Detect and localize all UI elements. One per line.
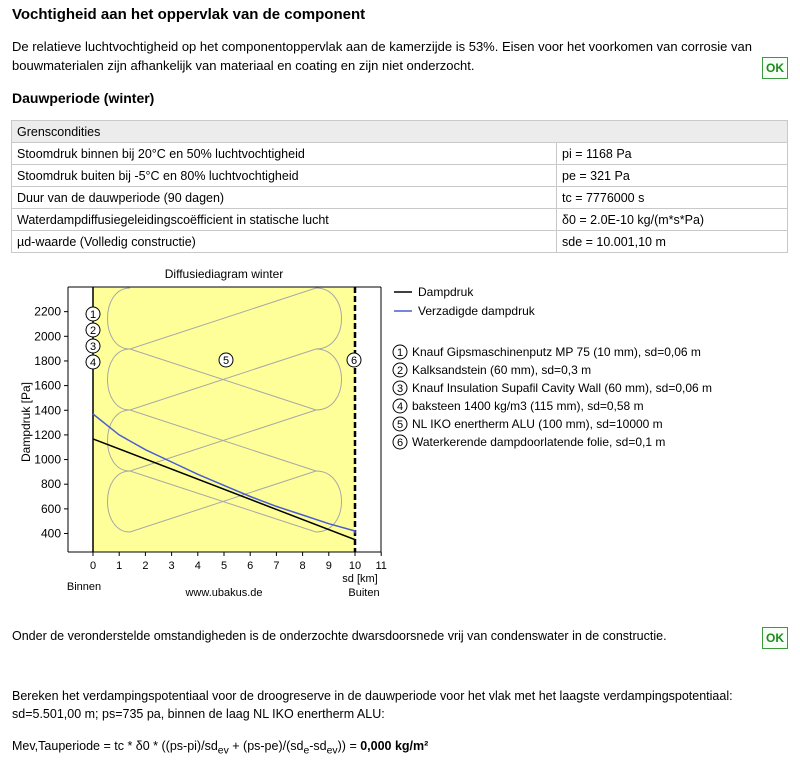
layer-list-item — [393, 381, 712, 395]
formula-suffix: )) = — [337, 739, 361, 753]
table-row — [12, 209, 788, 231]
condition-label: µd-waarde (Volledig constructie) — [12, 231, 557, 253]
y-tick-label: 1600 — [34, 378, 61, 393]
layer-list-number: 3 — [396, 383, 404, 395]
layer-marker-number: 1 — [89, 309, 97, 321]
x-tick-label: 10 — [348, 560, 362, 572]
layer-list-label: Waterkerende dampdoorlatende folie, sd=0,1 m — [412, 435, 666, 449]
x-tick-label: 9 — [325, 560, 332, 572]
y-tick-label: 400 — [40, 526, 61, 541]
y-tick-label: 1200 — [34, 427, 61, 442]
layer-marker-number: 3 — [89, 341, 97, 353]
table-row — [12, 231, 788, 253]
watermark: www.ubakus.de — [185, 587, 263, 599]
conditions-header-row — [12, 121, 788, 143]
layer-marker — [86, 307, 100, 321]
surface-humidity-text: De relatieve luchtvochtigheid op het componentoppervlak aan de kamerzijde is 53%. Eisen voor het voorkomen van corrosie van bouwmaterialen zijn afhankelijk van materiaal en coating en zijn niet onderzocht. — [12, 39, 752, 73]
y-tick-label: 600 — [40, 501, 61, 516]
formula-sub: ev — [326, 745, 338, 757]
layer-list-item — [393, 345, 701, 359]
layer-list-label: baksteen 1400 kg/m3 (115 mm), sd=0,58 m — [412, 399, 644, 413]
layer-marker — [86, 339, 100, 353]
y-tick-label: 800 — [40, 477, 61, 492]
diffusion-chart — [0, 262, 790, 607]
layer-list-item — [393, 363, 591, 377]
condition-label: Duur van de dauwperiode (90 dagen) — [12, 187, 557, 209]
x-tick-label: 3 — [168, 560, 175, 572]
formula-mid: + (ps-pe)/(sd — [228, 739, 304, 753]
condition-value: pe = 321 Pa — [557, 165, 788, 187]
formula-sub: ev — [217, 745, 229, 757]
legend-label: Verzadigde dampdruk — [418, 304, 535, 318]
x-tick-label: 1 — [116, 560, 123, 572]
conditions-table — [11, 120, 788, 253]
x-tick-label: 11 — [375, 560, 387, 572]
table-row — [12, 187, 788, 209]
layer-list-number: 1 — [396, 347, 404, 359]
layer-marker-number: 4 — [89, 357, 97, 369]
layer-marker — [86, 323, 100, 337]
page-title: Vochtigheid aan het oppervlak van de component — [12, 6, 366, 23]
condition-value: pi = 1168 Pa — [557, 143, 788, 165]
x-tick-label: 5 — [220, 560, 228, 572]
layer-list-item — [393, 417, 663, 431]
x-tick-label: 0 — [89, 560, 97, 572]
formula-mid2: -sd — [309, 739, 327, 753]
layer-marker — [86, 355, 100, 369]
x-tick-label: 6 — [247, 560, 254, 572]
layer-list-number: 6 — [396, 437, 404, 449]
formula-sub: e — [303, 745, 310, 757]
y-tick-label: 2200 — [34, 304, 61, 319]
y-tick-label: 1400 — [34, 403, 61, 418]
layer-list-label: Knauf Gipsmaschinenputz MP 75 (10 mm), sd=0,06 m — [412, 345, 701, 359]
layer-list-number: 5 — [396, 419, 404, 431]
y-tick-label: 1800 — [34, 353, 61, 368]
layer-list-item — [393, 399, 644, 413]
y-tick-label: 2000 — [34, 329, 61, 344]
layer-list-label: Kalksandstein (60 mm), sd=0,3 m — [412, 363, 592, 377]
x-tick-label: 8 — [299, 560, 306, 572]
layer-marker-number: 2 — [89, 325, 97, 337]
outside-label: Buiten — [348, 587, 380, 599]
layer-marker — [219, 353, 233, 367]
evaporation-text: Bereken het verdampingspotentiaal voor de droogreserve in de dauwperiode voor het vlak met het laagste verdampingspotentiaal: sd=5.501,00 m; ps=735 pa, binnen de laag NL IKO enertherm ALU: — [12, 689, 733, 721]
condition-label: Waterdampdiffusiegeleidingscoëfficient in statische lucht — [12, 209, 557, 231]
x-tick-label: 7 — [273, 560, 280, 572]
layer-list-item — [393, 435, 665, 449]
y-axis-label: Dampdruk [Pa] — [19, 381, 33, 463]
condition-label: Stoomdruk buiten bij -5°C en 80% luchtvochtigheid — [12, 165, 557, 187]
condition-value: tc = 7776000 s — [557, 187, 788, 209]
formula-result: 0,000 kg/m² — [360, 739, 429, 753]
condition-label: Stoomdruk binnen bij 20°C en 50% luchtvochtigheid — [12, 143, 557, 165]
layer-list-number: 2 — [396, 365, 404, 377]
layer-marker — [347, 353, 361, 367]
conclusion-text: Onder de veronderstelde omstandigheden is de onderzochte dwarsdoorsnede vrij van condenswater in de constructie. — [12, 629, 667, 643]
x-tick-label: 4 — [194, 560, 201, 572]
layer-fill — [93, 287, 358, 552]
inside-label: Binnen — [66, 581, 102, 593]
layer-list-label: Knauf Insulation Supafil Cavity Wall (60 mm), sd=0,06 m — [412, 381, 713, 395]
layer-marker-number: 5 — [222, 355, 230, 367]
condition-value: δ0 = 2.0E-10 kg/(m*s*Pa) — [557, 209, 788, 231]
y-tick-label: 1000 — [34, 452, 61, 467]
table-row — [12, 165, 788, 187]
layer-list-number: 4 — [396, 401, 404, 413]
layer-marker-number: 6 — [350, 355, 358, 367]
legend-label: Dampdruk — [418, 285, 474, 299]
formula — [12, 737, 428, 761]
condition-value: sde = 10.001,10 m — [557, 231, 788, 253]
x-axis-label: sd [km] — [342, 573, 378, 585]
conditions-header: Grenscondities — [12, 121, 788, 143]
table-row — [12, 143, 788, 165]
layer-list-label: NL IKO enertherm ALU (100 mm), sd=10000 m — [412, 417, 663, 431]
ok-badge-condensation: OK — [762, 627, 788, 649]
x-tick-label: 2 — [142, 560, 149, 572]
ok-badge-humidity: OK — [762, 57, 788, 79]
section-title: Dauwperiode (winter) — [12, 90, 155, 106]
chart-title: Diffusiediagram winter — [164, 267, 284, 281]
formula-prefix: Mev,Tauperiode = tc * δ0 * ((ps-pi)/sd — [12, 739, 218, 753]
